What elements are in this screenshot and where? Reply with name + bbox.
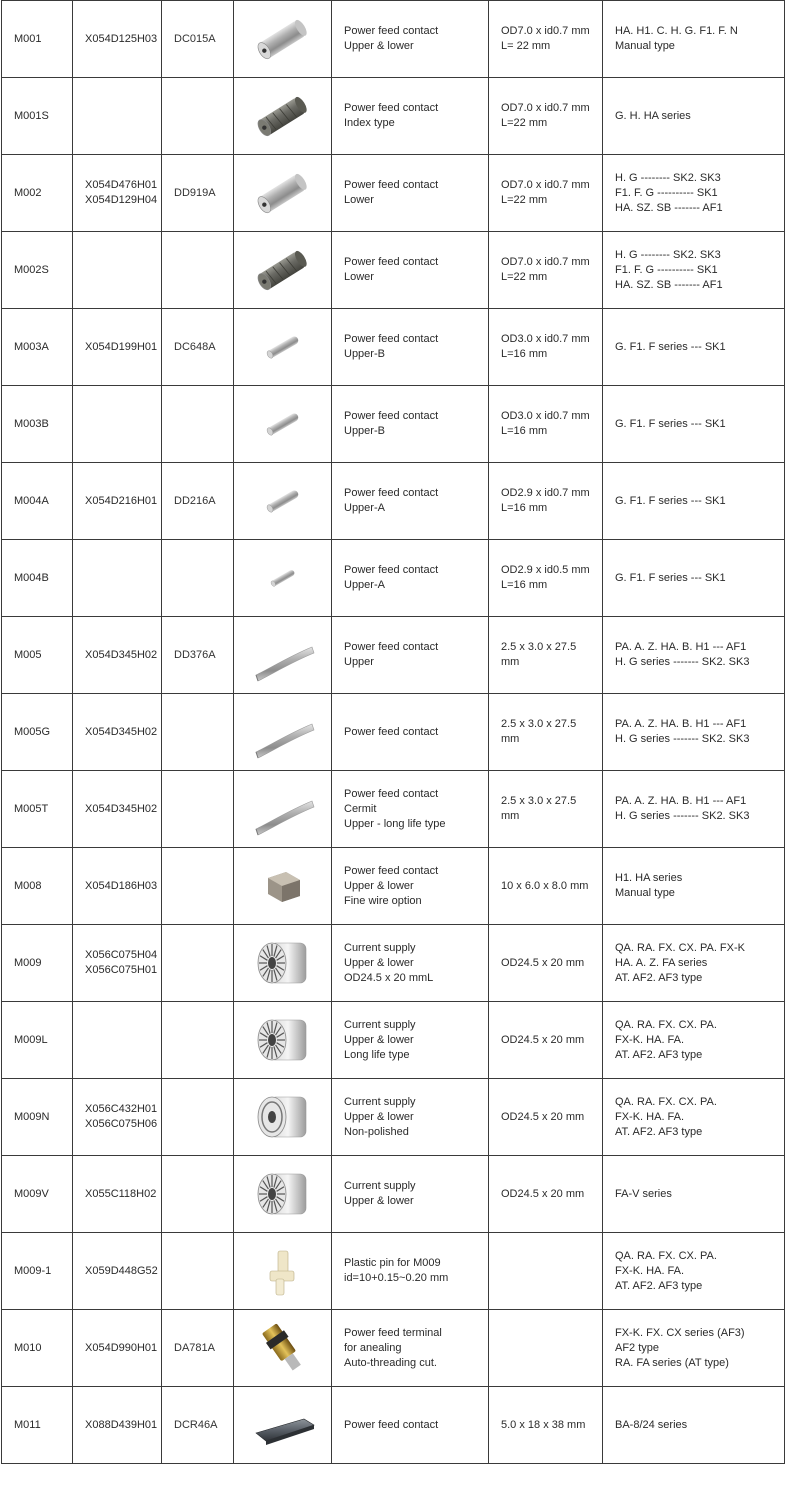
image-cell [234, 1079, 332, 1156]
roller-icon [248, 933, 318, 993]
cyl-dark-icon [248, 240, 318, 300]
description-cell [332, 155, 489, 232]
code-cell [162, 155, 234, 232]
dimensions-cell [489, 694, 603, 771]
cyl-large-icon [248, 9, 318, 69]
part-number-cell [73, 694, 162, 771]
code-cell [162, 1002, 234, 1079]
application-cell [603, 1233, 785, 1310]
application-cell-text: BA-8/24 series [615, 1418, 688, 1431]
description-cell [332, 1079, 489, 1156]
model-cell [2, 1310, 73, 1387]
part-number-cell [73, 1, 162, 78]
part-number-cell [73, 848, 162, 925]
model-cell [2, 1233, 73, 1310]
description-cell-text: Power feed contact Upper-A [344, 487, 439, 514]
model-cell-text: M009L [14, 1033, 48, 1046]
part-number-cell-text: X054D345H02 [85, 725, 158, 738]
description-cell [332, 540, 489, 617]
roller-icon [248, 1164, 318, 1224]
description-cell [332, 617, 489, 694]
model-cell [2, 1387, 73, 1464]
dimensions-cell-text: OD24.5 x 20 mm [501, 1110, 585, 1123]
application-cell-text: PA. A. Z. HA. B. H1 --- AF1 H. G series ------- SK2. SK3 [615, 641, 750, 668]
dimensions-cell [489, 463, 603, 540]
part-number-cell-text: X088D439H01 [85, 1418, 158, 1431]
cyl-dark-icon [248, 86, 318, 146]
application-cell [603, 155, 785, 232]
application-cell [603, 848, 785, 925]
code-cell [162, 463, 234, 540]
table-row [2, 1310, 785, 1387]
application-cell [603, 1, 785, 78]
table-row [2, 232, 785, 309]
description-cell [332, 1156, 489, 1233]
image-cell [234, 463, 332, 540]
part-number-cell-text: X054D345H02 [85, 648, 158, 661]
dimensions-cell-text: OD24.5 x 20 mm [501, 956, 585, 969]
plate-icon [248, 1395, 318, 1455]
dimensions-cell-text: OD3.0 x id0.7 mm L=16 mm [501, 410, 590, 437]
code-cell-text: DCR46A [174, 1418, 218, 1431]
application-cell-text: G. H. HA series [615, 109, 691, 122]
table-row [2, 155, 785, 232]
code-cell [162, 617, 234, 694]
dimensions-cell-text: 10 x 6.0 x 8.0 mm [501, 879, 589, 892]
description-cell [332, 232, 489, 309]
image-cell [234, 1002, 332, 1079]
application-cell [603, 771, 785, 848]
model-cell-text: M010 [14, 1341, 42, 1354]
description-cell-text: Power feed contact Upper-B [344, 333, 439, 360]
code-cell [162, 1079, 234, 1156]
dimensions-cell [489, 1002, 603, 1079]
description-cell-text: Power feed contact Cermit Upper - long life type [344, 787, 446, 830]
part-number-cell [73, 1387, 162, 1464]
model-cell [2, 694, 73, 771]
part-number-cell [73, 386, 162, 463]
dimensions-cell-text: OD24.5 x 20 mm [501, 1033, 585, 1046]
description-cell-text: Current supply Upper & lower [344, 1180, 416, 1207]
dimensions-cell-text: 2.5 x 3.0 x 27.5 mm [501, 795, 577, 822]
description-cell-text: Power feed contact Upper-B [344, 410, 439, 437]
image-cell [234, 694, 332, 771]
model-cell [2, 463, 73, 540]
code-cell [162, 1156, 234, 1233]
model-cell [2, 925, 73, 1002]
table-row [2, 1156, 785, 1233]
pin-icon [248, 394, 318, 454]
dimensions-cell [489, 386, 603, 463]
application-cell [603, 232, 785, 309]
code-cell [162, 232, 234, 309]
image-cell [234, 1, 332, 78]
dimensions-cell [489, 309, 603, 386]
image-cell [234, 848, 332, 925]
part-number-cell [73, 1310, 162, 1387]
application-cell-text: G. F1. F series --- SK1 [615, 417, 726, 430]
description-cell-text: Power feed terminal for anealing Auto-threading cut. [344, 1326, 442, 1369]
description-cell [332, 309, 489, 386]
part-number-cell-text: X054D186H03 [85, 879, 158, 892]
description-cell [332, 1310, 489, 1387]
description-cell [332, 925, 489, 1002]
image-cell [234, 78, 332, 155]
code-cell-text: DA781A [174, 1341, 215, 1354]
part-number-cell-text: X054D125H03 [85, 32, 158, 45]
table-row [2, 771, 785, 848]
description-cell-text: Power feed contact [344, 725, 439, 738]
part-number-cell [73, 78, 162, 155]
application-cell-text: FX-K. FX. CX series (AF3) AF2 type RA. FA series (AT type) [615, 1326, 745, 1369]
application-cell [603, 1156, 785, 1233]
table-row [2, 617, 785, 694]
description-cell [332, 1002, 489, 1079]
description-cell-text: Power feed contact Lower [344, 256, 439, 283]
application-cell-text: QA. RA. FX. CX. PA. FX-K. HA. FA. AT. AF2. AF3 type [615, 1018, 717, 1061]
model-cell-text: M009V [14, 1187, 49, 1200]
part-number-cell [73, 1156, 162, 1233]
application-cell [603, 309, 785, 386]
bar-icon [248, 702, 318, 762]
application-cell [603, 78, 785, 155]
model-cell-text: M009N [14, 1110, 50, 1123]
table-row [2, 848, 785, 925]
description-cell-text: Current supply Upper & lower Non-polished [344, 1095, 416, 1138]
description-cell [332, 1387, 489, 1464]
dimensions-cell [489, 1233, 603, 1310]
image-cell [234, 1156, 332, 1233]
table-row [2, 925, 785, 1002]
table-row [2, 694, 785, 771]
part-number-cell [73, 155, 162, 232]
part-number-cell-text: X056C075H04 X056C075H01 [85, 949, 158, 976]
part-number-cell [73, 1233, 162, 1310]
description-cell-text: Current supply Upper & lower OD24.5 x 20 mmL [344, 941, 434, 984]
table-row [2, 1002, 785, 1079]
application-cell [603, 1002, 785, 1079]
application-cell-text: H. G -------- SK2. SK3 F1. F. G ---------- SK1 HA. SZ. SB ------- AF1 [615, 248, 723, 291]
model-cell-text: M005 [14, 648, 42, 661]
dimensions-cell [489, 78, 603, 155]
dimensions-cell [489, 617, 603, 694]
image-cell [234, 540, 332, 617]
code-cell [162, 771, 234, 848]
dimensions-cell [489, 848, 603, 925]
model-cell-text: M009-1 [14, 1264, 52, 1277]
terminal-icon [248, 1318, 318, 1378]
model-cell-text: M002S [14, 263, 49, 276]
description-cell [332, 463, 489, 540]
application-cell [603, 1079, 785, 1156]
table-row [2, 463, 785, 540]
code-cell [162, 925, 234, 1002]
part-number-cell-text: X054D216H01 [85, 494, 158, 507]
application-cell-text: PA. A. Z. HA. B. H1 --- AF1 H. G series ------- SK2. SK3 [615, 718, 750, 745]
part-number-cell [73, 925, 162, 1002]
parts-table-body [2, 1, 785, 1464]
application-cell-text: QA. RA. FX. CX. PA. FX-K. HA. FA. AT. AF2. AF3 type [615, 1095, 717, 1138]
application-cell [603, 463, 785, 540]
table-row [2, 1, 785, 78]
model-cell-text: M005T [14, 802, 49, 815]
dimensions-cell [489, 155, 603, 232]
image-cell [234, 309, 332, 386]
description-cell-text: Plastic pin for M009 id=10+0.15~0.20 mm [344, 1257, 449, 1284]
dimensions-cell [489, 1156, 603, 1233]
model-cell [2, 848, 73, 925]
dimensions-cell-text: OD7.0 x id0.7 mm L=22 mm [501, 256, 590, 283]
dimensions-cell [489, 540, 603, 617]
model-cell-text: M004A [14, 494, 49, 507]
model-cell [2, 232, 73, 309]
part-number-cell [73, 617, 162, 694]
description-cell [332, 771, 489, 848]
roller-plain-icon [248, 1087, 318, 1147]
description-cell [332, 78, 489, 155]
dimensions-cell-text: OD2.9 x id0.5 mm L=16 mm [501, 564, 590, 591]
part-number-cell-text: X054D476H01 X054D129H04 [85, 179, 158, 206]
image-cell [234, 1233, 332, 1310]
dimensions-cell-text: 2.5 x 3.0 x 27.5 mm [501, 718, 577, 745]
model-cell-text: M004B [14, 571, 49, 584]
block-icon [248, 856, 318, 916]
dimensions-cell-text: OD7.0 x id0.7 mm L= 22 mm [501, 25, 590, 52]
code-cell [162, 848, 234, 925]
dimensions-cell [489, 1310, 603, 1387]
table-row [2, 1233, 785, 1310]
model-cell [2, 1079, 73, 1156]
dimensions-cell [489, 771, 603, 848]
description-cell-text: Power feed contact Lower [344, 179, 439, 206]
pin-icon [248, 317, 318, 377]
application-cell-text: HA. H1. C. H. G. F1. F. N Manual type [615, 25, 738, 52]
application-cell [603, 925, 785, 1002]
code-cell [162, 309, 234, 386]
code-cell-text: DD376A [174, 648, 216, 661]
table-row [2, 386, 785, 463]
model-cell-text: M005G [14, 725, 51, 738]
part-number-cell [73, 771, 162, 848]
pin-small-icon [248, 548, 318, 608]
part-number-cell [73, 232, 162, 309]
part-number-cell-text: X055C118H02 [85, 1187, 157, 1200]
description-cell-text: Power feed contact Upper & lower Fine wire option [344, 864, 439, 907]
description-cell-text: Power feed contact [344, 1418, 439, 1431]
model-cell [2, 617, 73, 694]
model-cell [2, 771, 73, 848]
application-cell-text: PA. A. Z. HA. B. H1 --- AF1 H. G series ------- SK2. SK3 [615, 795, 750, 822]
image-cell [234, 155, 332, 232]
dimensions-cell-text: OD3.0 x id0.7 mm L=16 mm [501, 333, 590, 360]
roller-icon [248, 1010, 318, 1070]
image-cell [234, 1387, 332, 1464]
description-cell [332, 848, 489, 925]
dimensions-cell-text: OD2.9 x id0.7 mm L=16 mm [501, 487, 590, 514]
application-cell-text: QA. RA. FX. CX. PA. FX-K HA. A. Z. FA series AT. AF2. AF3 type [615, 941, 745, 984]
dimensions-cell [489, 1, 603, 78]
table-row [2, 1387, 785, 1464]
code-cell [162, 1310, 234, 1387]
plastic-pin-icon [248, 1241, 318, 1301]
cyl-large-icon [248, 163, 318, 223]
description-cell-text: Power feed contact Upper [344, 641, 439, 668]
description-cell-text: Current supply Upper & lower Long life type [344, 1018, 416, 1061]
part-number-cell [73, 1079, 162, 1156]
code-cell [162, 1233, 234, 1310]
part-number-cell [73, 309, 162, 386]
model-cell-text: M011 [14, 1418, 41, 1431]
image-cell [234, 1310, 332, 1387]
model-cell [2, 1156, 73, 1233]
bar-icon [248, 625, 318, 685]
code-cell-text: DC015A [174, 32, 216, 45]
part-number-cell-text: X056C432H01 X056C075H06 [85, 1103, 158, 1130]
dimensions-cell-text: 2.5 x 3.0 x 27.5 mm [501, 641, 577, 668]
model-cell-text: M002 [14, 186, 42, 199]
table-row [2, 78, 785, 155]
application-cell [603, 386, 785, 463]
model-cell [2, 155, 73, 232]
model-cell [2, 540, 73, 617]
bar-icon [248, 779, 318, 839]
description-cell [332, 1233, 489, 1310]
table-row [2, 309, 785, 386]
model-cell-text: M009 [14, 956, 42, 969]
dimensions-cell-text: OD7.0 x id0.7 mm L=22 mm [501, 102, 590, 129]
model-cell-text: M008 [14, 879, 42, 892]
application-cell-text: G. F1. F series --- SK1 [615, 340, 726, 353]
description-cell-text: Power feed contact Index type [344, 102, 439, 129]
part-number-cell-text: X054D199H01 [85, 340, 158, 353]
model-cell [2, 309, 73, 386]
application-cell-text: H1. HA series Manual type [615, 872, 683, 899]
description-cell [332, 386, 489, 463]
part-number-cell-text: X054D345H02 [85, 802, 158, 815]
part-number-cell [73, 1002, 162, 1079]
image-cell [234, 925, 332, 1002]
model-cell-text: M001 [14, 32, 42, 45]
pin-icon [248, 471, 318, 531]
model-cell-text: M003B [14, 417, 49, 430]
description-cell [332, 694, 489, 771]
table-row [2, 1079, 785, 1156]
application-cell [603, 694, 785, 771]
application-cell [603, 1387, 785, 1464]
model-cell [2, 78, 73, 155]
image-cell [234, 232, 332, 309]
parts-table [1, 0, 785, 1464]
application-cell-text: QA. RA. FX. CX. PA. FX-K. HA. FA. AT. AF2. AF3 type [615, 1249, 717, 1292]
dimensions-cell-text: OD7.0 x id0.7 mm L=22 mm [501, 179, 590, 206]
code-cell [162, 694, 234, 771]
application-cell-text: H. G -------- SK2. SK3 F1. F. G ---------- SK1 HA. SZ. SB ------- AF1 [615, 171, 723, 214]
image-cell [234, 386, 332, 463]
code-cell [162, 1, 234, 78]
application-cell-text: G. F1. F series --- SK1 [615, 494, 726, 507]
code-cell-text: DD919A [174, 186, 216, 199]
part-number-cell-text: X054D990H01 [85, 1341, 158, 1354]
application-cell [603, 1310, 785, 1387]
application-cell-text: FA-V series [615, 1187, 672, 1200]
application-cell [603, 617, 785, 694]
application-cell-text: G. F1. F series --- SK1 [615, 571, 726, 584]
application-cell [603, 540, 785, 617]
part-number-cell [73, 540, 162, 617]
code-cell-text: DD216A [174, 494, 216, 507]
image-cell [234, 617, 332, 694]
code-cell [162, 78, 234, 155]
model-cell [2, 386, 73, 463]
image-cell [234, 771, 332, 848]
dimensions-cell [489, 925, 603, 1002]
model-cell-text: M003A [14, 340, 49, 353]
part-number-cell [73, 463, 162, 540]
description-cell-text: Power feed contact Upper-A [344, 564, 439, 591]
description-cell-text: Power feed contact Upper & lower [344, 25, 439, 52]
dimensions-cell-text: OD24.5 x 20 mm [501, 1187, 585, 1200]
model-cell [2, 1002, 73, 1079]
code-cell-text: DC648A [174, 340, 216, 353]
dimensions-cell [489, 1079, 603, 1156]
dimensions-cell [489, 232, 603, 309]
part-number-cell-text: X059D448G52 [85, 1264, 158, 1277]
code-cell [162, 386, 234, 463]
model-cell-text: M001S [14, 109, 49, 122]
dimensions-cell [489, 1387, 603, 1464]
table-row [2, 540, 785, 617]
description-cell [332, 1, 489, 78]
model-cell [2, 1, 73, 78]
code-cell [162, 540, 234, 617]
code-cell [162, 1387, 234, 1464]
dimensions-cell-text: 5.0 x 18 x 38 mm [501, 1418, 586, 1431]
